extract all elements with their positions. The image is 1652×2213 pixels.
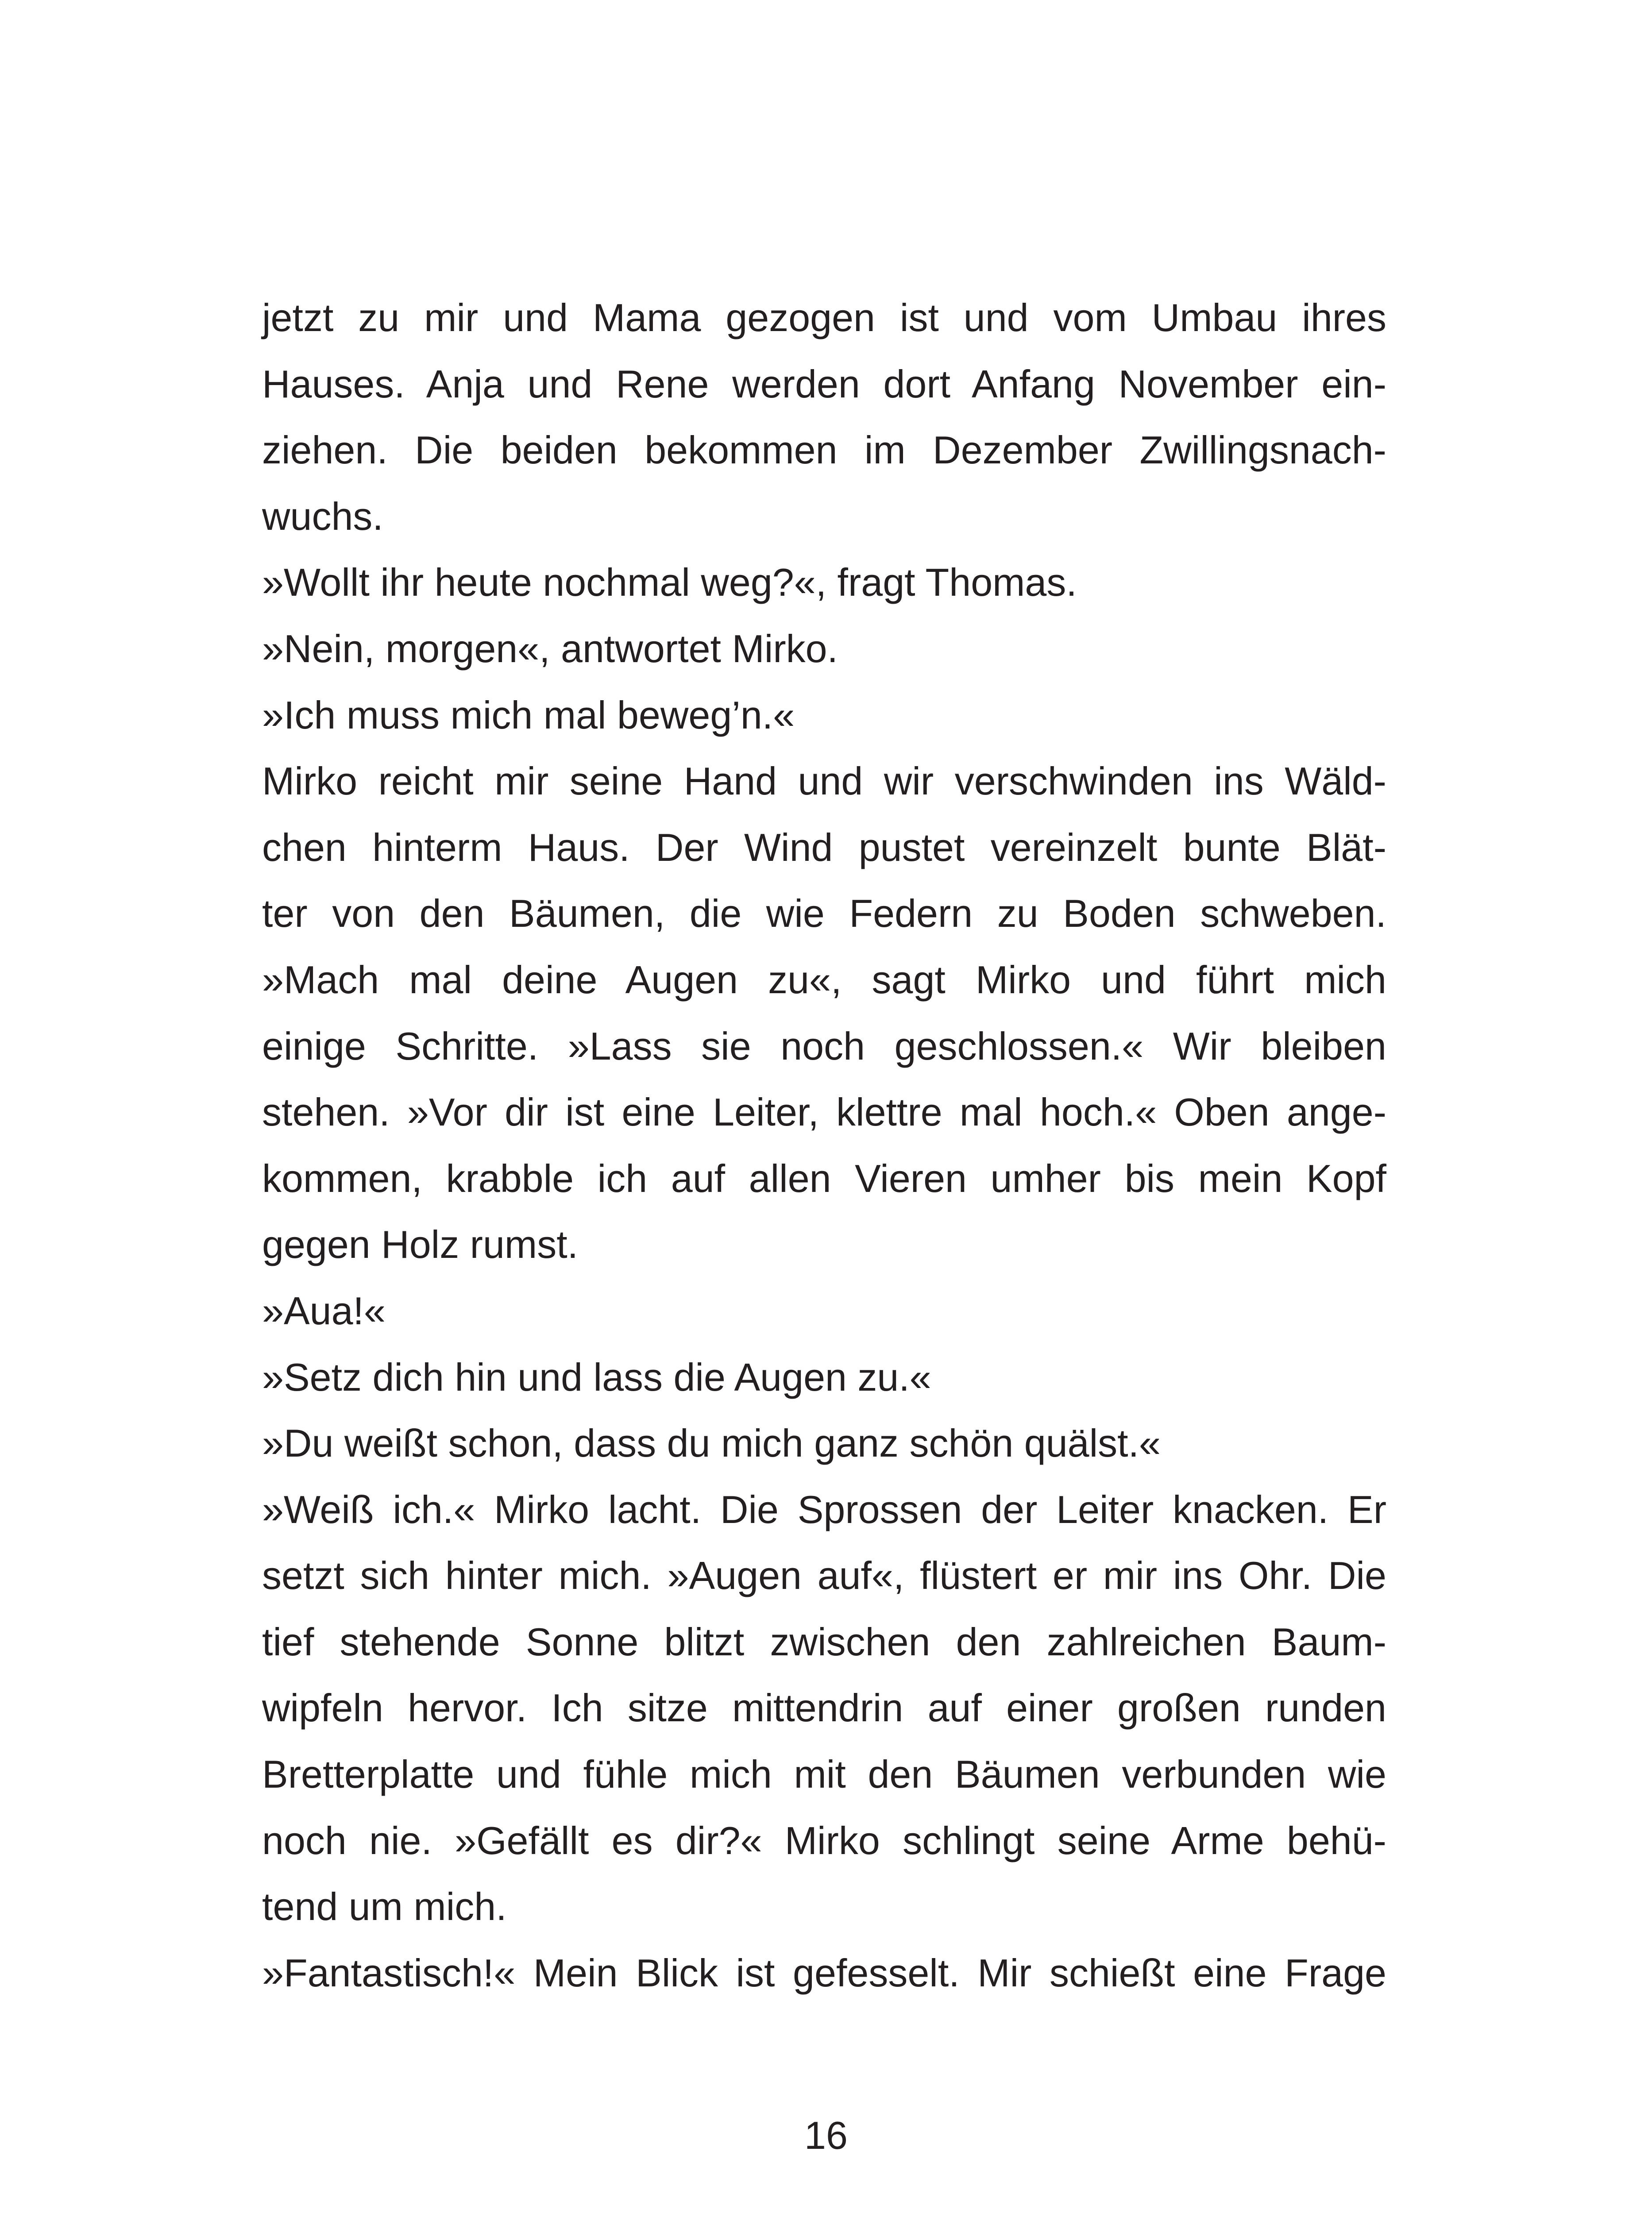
text-line: »Setz dich hin und lass die Augen zu.« bbox=[262, 1355, 931, 1399]
body-text bbox=[262, 285, 1386, 2006]
text-line: einige Schritte. »Lass sie noch geschlossen.« Wir bleiben bbox=[262, 1024, 1386, 1068]
text-line: »Fantastisch!« Mein Blick ist gefesselt. Mir schießt eine Frage bbox=[262, 1951, 1386, 1995]
text-line: setzt sich hinter mich. »Augen auf«, flüstert er mir ins Ohr. Die bbox=[262, 1554, 1386, 1598]
text-line: »Nein, morgen«, antwortet Mirko. bbox=[262, 626, 838, 671]
text-line: tief stehende Sonne blitzt zwischen den zahlreichen Baum- bbox=[262, 1619, 1386, 1664]
text-line: »Wollt ihr heute nochmal weg?«, fragt Thomas. bbox=[262, 560, 1077, 605]
text-line: chen hinterm Haus. Der Wind pustet vereinzelt bunte Blät- bbox=[262, 825, 1386, 869]
text-line: »Du weißt schon, dass du mich ganz schön quälst.« bbox=[262, 1421, 1161, 1465]
text-line: wipfeln hervor. Ich sitze mittendrin auf einer großen runden bbox=[262, 1686, 1386, 1730]
text-line: »Aua!« bbox=[262, 1288, 386, 1333]
text-line: noch nie. »Gefällt es dir?« Mirko schlingt seine Arme behü- bbox=[262, 1818, 1386, 1862]
text-line: »Ich muss mich mal beweg’n.« bbox=[262, 693, 795, 737]
text-line: kommen, krabble ich auf allen Vieren umher bis mein Kopf bbox=[262, 1156, 1386, 1200]
text-line: »Weiß ich.« Mirko lacht. Die Sprossen der Leiter knacken. Er bbox=[262, 1487, 1386, 1531]
text-line: stehen. »Vor dir ist eine Leiter, klettre mal hoch.« Oben ange- bbox=[262, 1090, 1386, 1134]
text-line: »Mach mal deine Augen zu«, sagt Mirko und führt mich bbox=[262, 957, 1386, 1002]
text-line: tend um mich. bbox=[262, 1885, 507, 1929]
text-line: ter von den Bäumen, die wie Federn zu Boden schweben. bbox=[262, 891, 1386, 936]
text-line: Hauses. Anja und Rene werden dort Anfang November ein- bbox=[262, 362, 1386, 406]
page-number: 16 bbox=[804, 2113, 848, 2157]
text-line: Bretterplatte und fühle mich mit den Bäumen verbunden wie bbox=[262, 1752, 1386, 1797]
text-line: ziehen. Die beiden bekommen im Dezember Zwillingsnach- bbox=[262, 428, 1386, 472]
text-line: jetzt zu mir und Mama gezogen ist und vom Umbau ihres bbox=[262, 296, 1386, 339]
text-line: Mirko reicht mir seine Hand und wir verschwinden ins Wäld- bbox=[262, 759, 1386, 803]
text-line: wuchs. bbox=[262, 494, 383, 538]
text-line: gegen Holz rumst. bbox=[262, 1222, 579, 1267]
